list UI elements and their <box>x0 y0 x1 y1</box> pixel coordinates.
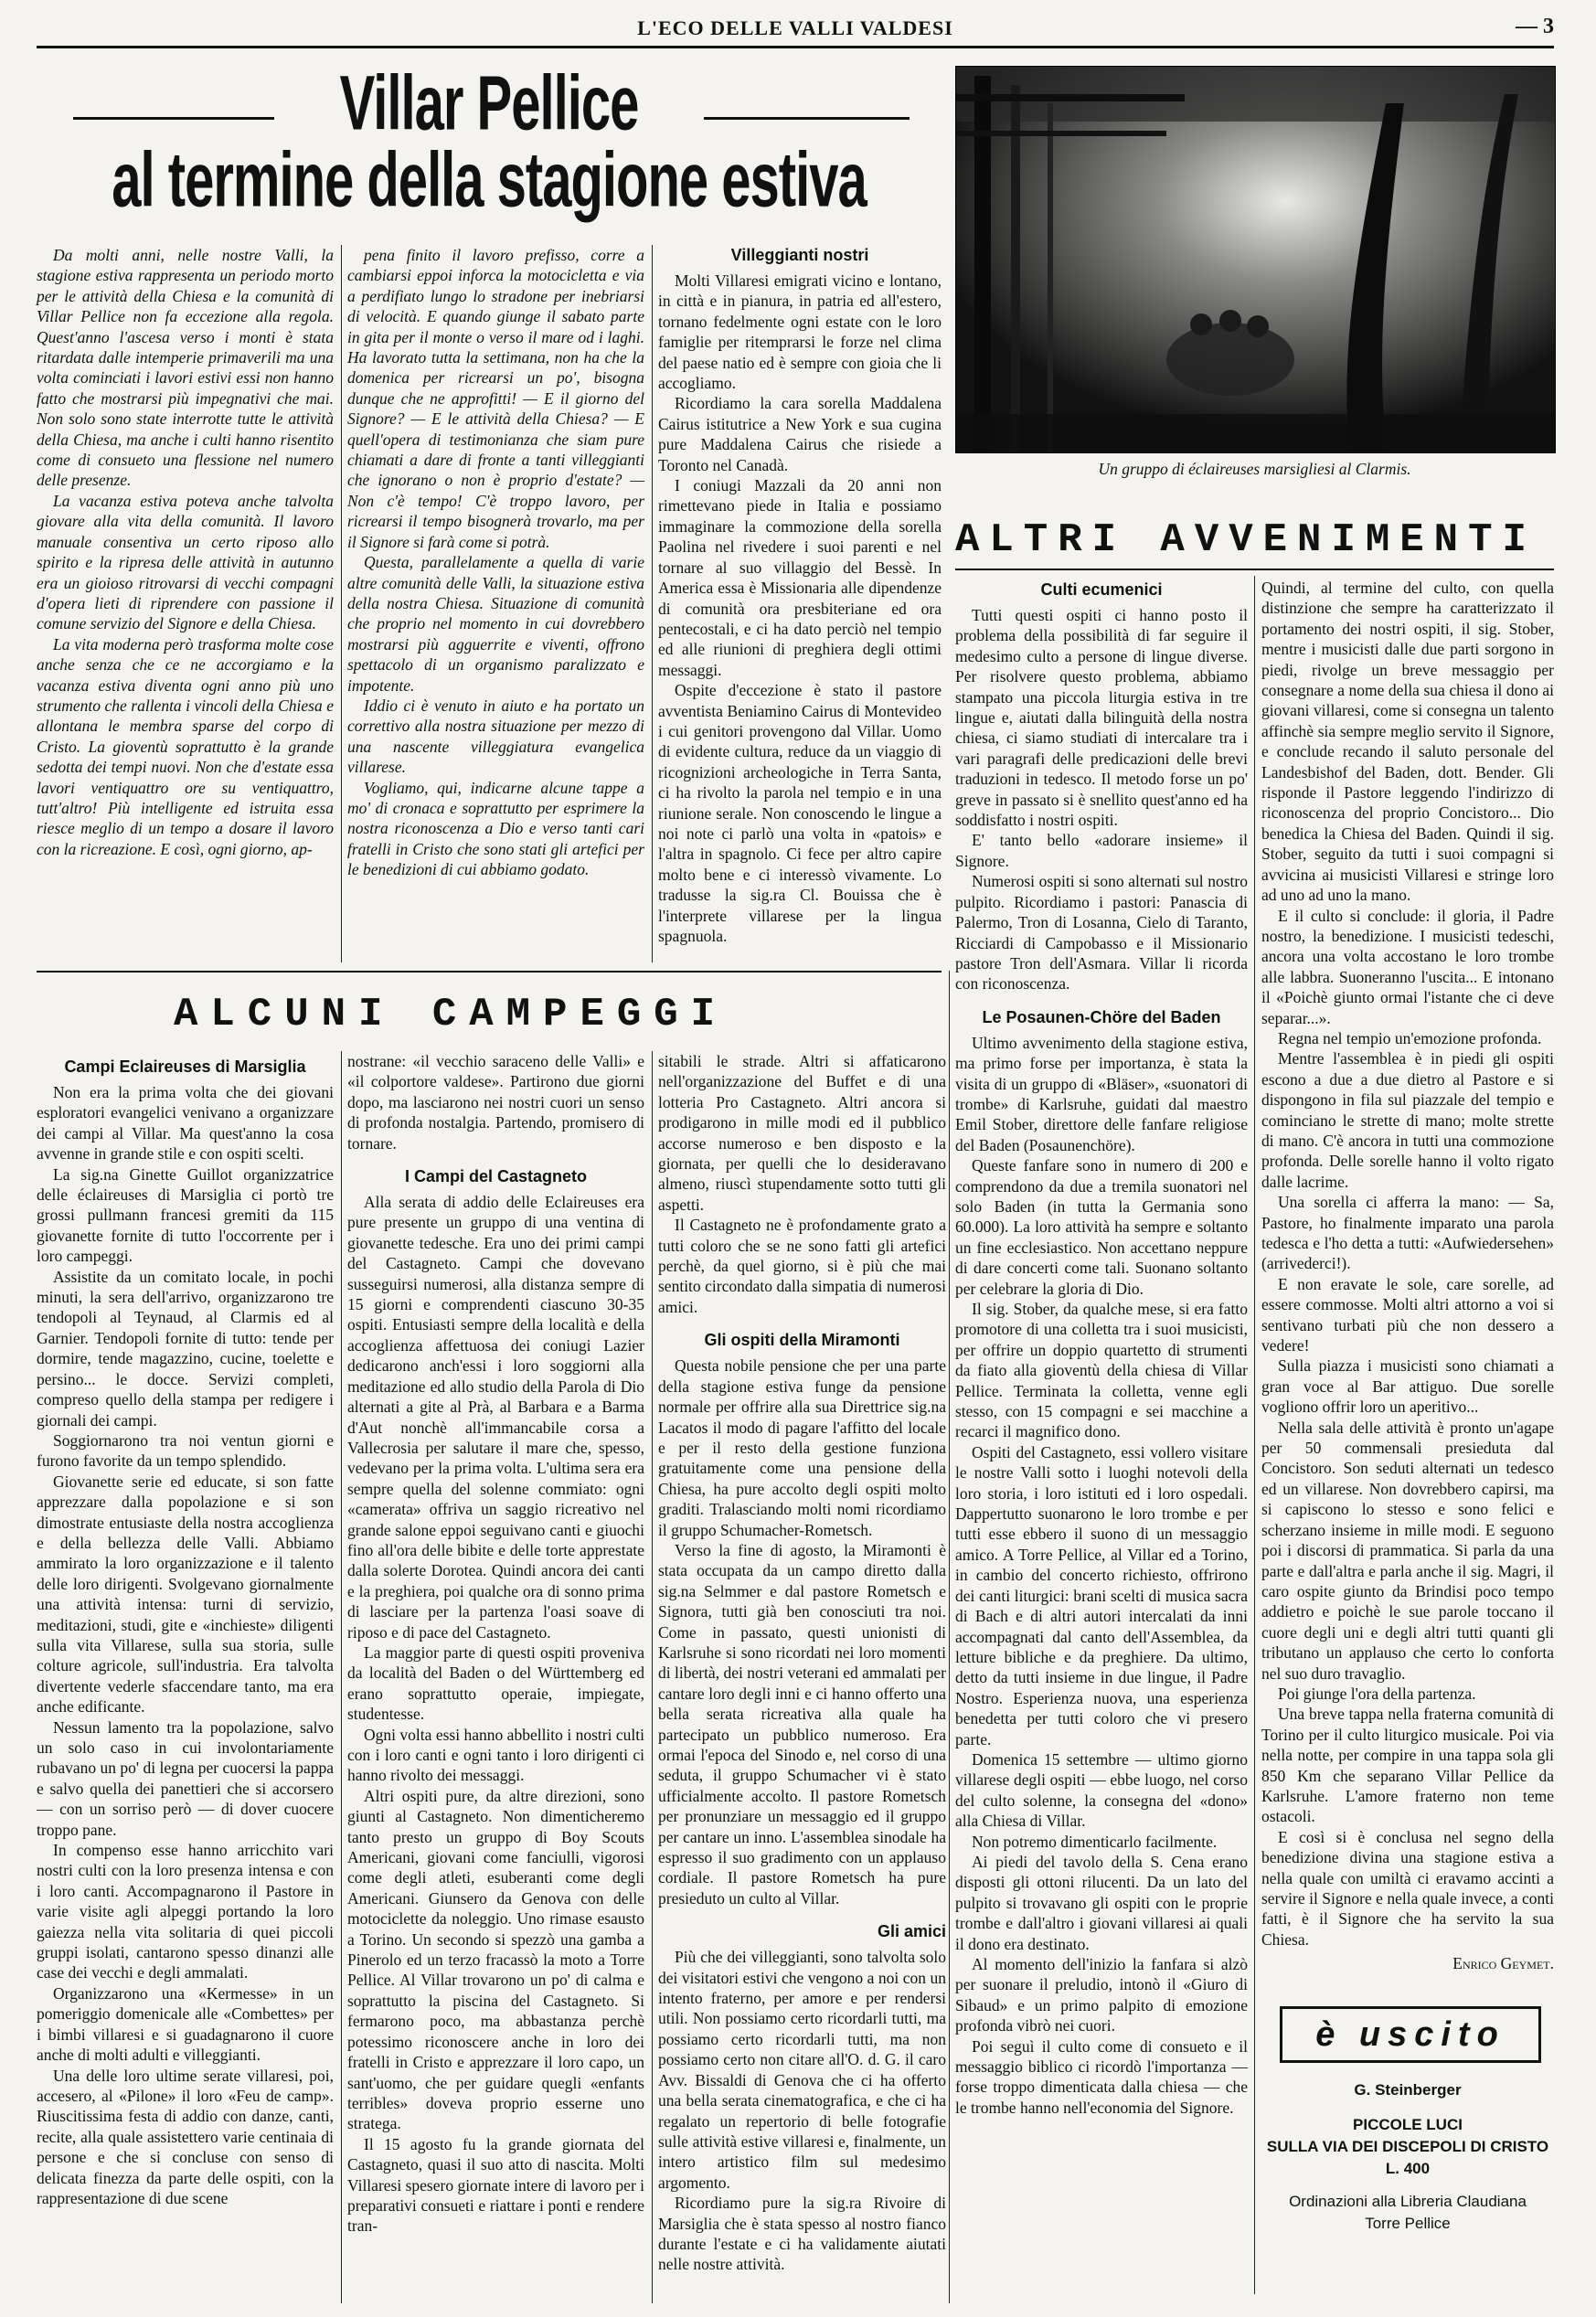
photo-eclaireuses <box>955 66 1556 453</box>
section-rule <box>955 569 1554 570</box>
paragraph: Una delle loro ultime serate villaresi, poi, accesero, al «Pilone» il loro «Feu de camp». Riuscitissima festa di addio con danze, canti, recite, alla quale assistettero varie centinaia di persone e che si concluse con senso di delicata finezza da parte delle ospiti, con la rappresentazione di due scene <box>37 2066 334 2207</box>
intro-paragraph: pena finito il lavoro prefisso, corre a cambiarsi eppoi inforca la motocicletta e via a perdifiato lungo lo stradone per inebriarsi di velocità. E quando giunge il sabato parte in gita per il monte o verso il mare od i laghi. Ha lavorato tutta la settimana, non ha che la domenica per ricrearsi un po', bisogna dunque che ne approfitti! — E il giorno del Signore? — E le attività della Chiesa? — E quell'opera di testimonianza che siam pure chiamati a dare di fronte a tanti villeggianti che ignorano o non è proprio d'estate? — Non c'è tempo! C'è troppo lavoro, per ricrearsi il tempo bisognerà trovarlo, ma per il Signore si farà come si potrà. <box>347 246 644 551</box>
paragraph: Molti Villaresi emigrati vicino e lontano, in città e in pianura, in patria ed all'estero, tornano fedelmente ogni estate con le loro famiglie per ritemprarsi le forze nel clima del paese natio ed è sempre con gioia che li accogliamo. <box>658 271 942 393</box>
section-title-alcuni-campeggi: ALCUNI CAMPEGGI <box>174 992 729 1037</box>
altri-column-b <box>1261 578 1554 1990</box>
subheading-gli-amici: Gli amici <box>877 1922 946 1941</box>
campeggi-column-1 <box>37 1051 334 2308</box>
paragraph: Non potremo dimenticarlo facilmente. <box>972 1832 1218 1851</box>
paragraph: Il 15 agosto fu la grande giornata del Castagneto, quasi il suo atto di nascita. Molti Villaresi spesero giornate intere di lavoro per i preparativi consueti e riattare i ponti e rendere tran- <box>347 2134 645 2236</box>
paragraph: sitabili le strade. Altri si affaticarono nell'organizzazione del Buffet e di una lotteria Pro Castagneto. Altri ancora si prodigarono in mille modi ed il pubblico accorse numeroso e ben disposto e la giornata, per quelli che lo desideravano almeno, riuscì stupendamente sotto tutti gli aspetti. <box>658 1052 946 1214</box>
paragraph: Più che dei villeggianti, sono talvolta solo dei visitatori estivi che vengono a noi con un intento fraterno, per amore e per rendersi utili. Non possiamo certo ricordarli tutti, ma possiamo certo ricordarli tutti, ma non possiamo certo non citare all'O. d. G. il caro Avv. Bissaldi di Genova che ci ha offerto una bella serata cinematografica, e che ci ha regalato un repertorio di belle fotografie sulle attività estive villaresi e, finalmente, un intero artistico film sul medesimo argomento. <box>658 1948 946 2192</box>
intro-column-3 <box>658 239 942 967</box>
paragraph: Poi seguì il culto come di consueto e il messaggio biblico ci ricordò l'importanza — forse troppo dimenticata dalla chiesa — che le trombe hanno nell'economia del Signore. <box>955 2036 1248 2117</box>
section-rule-top <box>37 971 942 973</box>
column-divider <box>652 1051 653 2303</box>
paragraph: Domenica 15 settembre — ultimo giorno villarese degli ospiti — ebbe luogo, nel corso del culto solenne, la consegna del «dono» alla Chiesa di Villar. <box>955 1749 1248 1831</box>
book-announcement <box>1280 2006 1541 2063</box>
intro-paragraph: Vogliamo, qui, indicarne alcune tappe a mo' di cronaca e soprattutto per esprimere la nostra riconoscenza a Dio e verso tanti cari fratelli in Cristo che sono stati gli artefici per le benedizioni di cui abbiamo godato. <box>347 778 644 879</box>
headline-line-1: Villar Pellice <box>339 60 639 147</box>
intro-column-1 <box>37 245 334 967</box>
intro-paragraph: La vita moderna però trasforma molte cose anche senza che ce ne accorgiamo e la vacanza estiva diventa ogni anno più uno strumento che rallenta i vincoli della Chiesa e allontana le membra sparse del corpo di Cristo. La gioventù soprattutto è la grande sedotta dei tempi nuovi. Non che d'estate essa lavori ventiquattro ore su ventiquattro, tutt'altro! Più intelligente ed istruita essa riesce meglio di un tempo a dosare il lavoro con la ricreazione. E così, ogni giorno, ap- <box>37 634 334 858</box>
book-title-1: PICCOLE LUCI <box>1353 2116 1463 2133</box>
paragraph: Ricordiamo la cara sorella Maddalena Cairus istitutrice a New York e sua cugina pure Maddalena Cairus che risiede a Toronto nel Canadà. <box>658 394 942 474</box>
author-signature: Enrico Geymet. <box>1452 1954 1554 1973</box>
order-line-2: Torre Pellice <box>1365 2215 1451 2232</box>
book-author: G. Steinberger <box>1354 2081 1462 2099</box>
paragraph: nostrane: «il vecchio saraceno delle Valli» e «il colportore valdese». Partirono due giorni dopo, ma lasciarono nei nostri cuori un senso di profonda nostalgia. Partendo, promisero di tornare. <box>347 1052 644 1153</box>
paragraph: Una sorella ci afferra la mano: — Sa, Pastore, ho finalmente imparato una parola tedesca e l'ho detta a tutti: «Aufwiedersehen» (arrivederci!). <box>1261 1193 1554 1273</box>
paragraph: Al momento dell'inizio la fanfara si alzò per suonare il preludio, intonò il «Giuro di Sibaud» e un primo palpito di emozione profonda vibrò nei cuori. <box>955 1955 1248 2035</box>
subheading-culti-ecumenici: Culti ecumenici <box>1040 580 1163 599</box>
subheading-posaunen-chore: Le Posaunen-Chöre del Baden <box>982 1007 1221 1026</box>
paragraph: Alla serata di addio delle Eclaireuses era pure presente un gruppo di una ventina di giovanette tedesche. Era uno dei primi campi del Castagneto. Campi che dovevano susseguirsi numerosi, alla distanza sempre di 15 giorni e comprendenti ciascuno 30-35 ospiti. Entusiasti sempre della località e della accoglienza affettuosa dei coniugi Lazier dedicarono anch'essi i loro soggiorni alla meditazione ed allo studio della Parola di Dio alternati a gite al Prà, al Barbara e a Barma d'Aut nonchè all'immancabile corsa a Vallecrosia per salutare il mare che, spesso, vedevano per la prima volta. L'ultima sera era sempre quella del solenne commiato: ogni «camerata» offriva un saggio ricreativo nel grande salone eppoi seguivano canti e giuochi fino all'ora delle bibite e delle torte apprestate dalla solerte Dorotea. Quindi ancora dei canti e la preghiera, poi qualche ora di sonno prima di lasciare per la partenza l'oasi soave di riposo e di pace del Castagneto. <box>347 1193 644 1642</box>
paragraph: Questa nobile pensione che per una parte della stagione estiva funge da pensione normale per offrire alla sua Direttrice sig.na Lacatos il modo di pagare l'affitto del locale e per il resto della gestione funziona gratuitamente come una pensione della Chiesa, ha pure accolto degli ospiti molto graditi. Tralasciando molti nomi ricordiamo il gruppo Schumacher-Rometsch. <box>658 1356 946 1539</box>
altri-column-a <box>955 574 1248 2117</box>
paragraph: Ricordiamo pure la sig.ra Rivoire di Marsiglia che è stata spesso al nostro fianco durante l'estate e ci ha validamente aiutati nelle nostre attività. <box>658 2194 946 2274</box>
intro-paragraph: Da molti anni, nelle nostre Valli, la stagione estiva rappresenta un periodo morto per le attività della Chiesa e la comunità di Villar Pellice non fa eccezione alla regola. Quest'anno l'ascesa verso i monti è stata ritardata dalle intemperie primaverili ma una volta cominciati i lavori estivi essi non hanno fatto che mostrarsi più impegnativi che mai. Non solo sono state interrotte tutte le attività della Chiesa, ma anche i culti hanno risentito come di consueto una flessione nel numero delle presenze. <box>37 246 334 490</box>
column-divider <box>1254 576 1255 2294</box>
column-divider <box>341 245 342 962</box>
masthead <box>37 11 1554 48</box>
paragraph: Non era la prima volta che dei giovani esploratori evangelici venivano a organizzare dei campi al Villar. Ma quest'anno la cosa avvenne in grande stile e con ospiti scelti. <box>37 1083 334 1164</box>
paragraph: Assistite da un comitato locale, in pochi minuti, la sera dell'arrivo, organizzarono tre tendopoli al Teynaud, al Clarmis ed al Garnier. Tendopoli fornite di tutto: tende per dormire, tende magazzino, cucine, toelette e persino... le docce. Servizi completi, compreso quello della stampa per redigere i giornali dei campi. <box>37 1267 334 1430</box>
paragraph: Regna nel tempio un'emozione profonda. <box>1278 1028 1542 1047</box>
intro-paragraph: Questa, parallelamente a quella di varie altre comunità delle Valli, la situazione estiva della nostra Chiesa. Situazione di comunità che proprio nel momento in cui dovrebbero mostrarsi più agguerrite e viventi, offrono spettacolo di un organismo paralizzato e impotente. <box>347 553 644 695</box>
paragraph: I coniugi Mazzali da 20 anni non rimettevano piede in Italia e possiamo immaginare la commozione della sorella Paolina nel rivedere i suoi parenti e nel tornare al suo villaggio del Bessè. In America essa è Missionaria alle dipendenze di comunità ora presbiteriane ed ora pentecostali, e ci ha dato perciò nel tempio ed alle riunioni di preghiera degli ottimi messaggi. <box>658 476 942 679</box>
campeggi-column-3 <box>658 1051 946 2308</box>
column-divider <box>341 1051 342 2303</box>
column-divider <box>652 245 653 962</box>
headline-line-2: al termine della stagione estiva <box>112 137 867 224</box>
column-divider <box>949 971 950 2303</box>
paragraph: Poi giunge l'ora della partenza. <box>1278 1684 1476 1703</box>
paragraph: Ultimo avvenimento della stagione estiva, ma primo forse per importanza, è stata la visita di un gruppo di «Bläser», «suonatori di trombe» di Karlsruhe, guidati dal maestro Emil Stober, direttore delle fanfare religiose del Baden (Posaunenchöre). <box>955 1033 1248 1154</box>
paragraph: Il Castagneto ne è profondamente grato a tutti coloro che se ne sono fatti gli artefici perchè, da quel giorno, si è più che mai sentito circondato dalla simpatia di numerosi amici. <box>658 1216 946 1316</box>
headline-rule-right <box>704 117 910 120</box>
paragraph: Giovanette serie ed educate, si son fatte apprezzare dalla popolazione e si son dimostrate entusiaste della nostra accoglienza e della bellezza delle Valli. Abbiamo ammirato la loro organizzazione e il talento delle loro dirigenti. Svolgevano giornalmente una attività intensa: turni di servizio, meditazioni, studi, gite e «inchieste» diligenti sulla vita Villarese, sulla sua storia, sulle colture agricole, sull'industria. Era talvolta divertente vederle sfaccendare tanto, ma era anche edificante. <box>37 1472 334 1716</box>
subheading-campi-castagneto: I Campi del Castagneto <box>404 1167 588 1186</box>
paragraph: Tutti questi ospiti ci hanno posto il problema della possibilità di far seguire il medesimo culto a persone di lingue diverse. Per risolvere questo problema, abbiamo stampato una piccola liturgia estiva in tre lingue e, aiutati dalla bilinguità della nostra chiesa, ci siamo studiati di intercalare tra i vari paragrafi delle predicazioni delle brevi traduzioni in tedesco. Il metodo forse un po' greve in passato si è snellito quest'anno ed ha soddisfatto i nostri ospiti. <box>955 606 1248 830</box>
paragraph: Il sig. Stober, da qualche mese, si era fatto promotore di una colletta tra i suoi musicisti, per offrire un doppio quartetto di strumenti da fiato alla gioventù della chiesa di Villar Pellice. Terminata la colletta, venne egli stesso, con 15 compagni e sei macchine a recarci il magnifico dono. <box>955 1300 1248 1441</box>
subheading-ospiti-miramonti: Gli ospiti della Miramonti <box>704 1331 900 1350</box>
paragraph: Quindi, al termine del culto, con quella distinzione che sempre ha caratterizzato il portamento dei nostri ospiti, il sig. Stober, mentre i musicisti dalle due parti sorgono in piedi, rivolge un breve messaggio per consegnare a nome della sua chiesa il dono ai giovani villaresi, come si consegna un talento affinchè sia sempre meglio servito il Signore, e conclude recando il saluto personale del Landesbishof del Baden, dott. Bender. Gli risponde il Pastore leggendo l'indirizzo di riconoscenza del proprio Concistoro... Dio benedica la Chiesa del Baden. Quindi il sig. Stober, seguito da tutti i suoi compagni si avvicina ai musicisti Villaresi e stringe loro ad uno ad uno la mano. <box>1261 579 1554 905</box>
paragraph: Ospiti del Castagneto, essi vollero visitare le nostre Valli sotto i luoghi notevoli della loro storia, i loro istituti ed i loro ospedali. Dappertutto suonarono le loro trombe e per tutti esse ebbero il suono di un messaggio amico. A Torre Pellice, al Villar ed a Torino, in cambio del concerto richiesto, offrirono dei canti liturgici: brani scelti di musica sacra di Bach e di altri autori intercalati da inni accompagnati dal canto dell'Assemblea, da letture bibliche e da preghiere. Da ultimo, detto da tutti insieme in due lingue, il Padre Nostro. Esperienza nuova, una esperienza benedetta per tutti coloro che vi presero parte. <box>955 1442 1248 1748</box>
announcement-title: è uscito <box>1315 2015 1506 2054</box>
intro-column-2 <box>347 245 644 967</box>
paragraph: Sulla piazza i musicisti sono chiamati a gran voce al Bar attiguo. Due sorelle vogliono offrir loro un aperitivo... <box>1261 1356 1554 1417</box>
paragraph: Numerosi ospiti si sono alternati sul nostro pulpito. Ricordiamo i pastori: Panascia di Palermo, Tron di Losanna, Cielo di Taranto, Ricciardi di Campobasso e il Missionario pastore Tron dell'Asmara. Villar li ricorda con riconoscenza. <box>955 872 1248 994</box>
paragraph: Nessun lamento tra la popolazione, salvo un solo caso in cui involontariamente rubavano un po' di legna per cuocersi la pappa e salvo quella dei panettieri che si accorsero — con un sorriso però — di dover cuocere troppo pane. <box>37 1717 334 1839</box>
newspaper-title: L'ECO DELLE VALLI VALDESI <box>637 16 953 39</box>
paragraph: Organizzarono una «Kermesse» in un pomeriggio domenicale alle «Combettes» per i bimbi villaresi e si guadagnarono il cuore anche di molti adulti e villeggianti. <box>37 1983 334 2065</box>
page-number: — 3 <box>1516 15 1554 38</box>
paragraph: Una breve tappa nella fraterna comunità di Torino per il culto liturgico musicale. Poi via nella notte, per compire in una tappa sola gli 850 Km che separano Villar Pellice da Karlsruhe. L'amore fraterno non teme ostacoli. <box>1261 1705 1554 1826</box>
intro-paragraph: Iddio ci è venuto in aiuto e ha portato un correttivo alla nostra situazione per mezzo di una nascente villeggiatura evangelica villarese. <box>347 696 644 777</box>
paragraph: E' tanto bello «adorare insieme» il Signore. <box>955 831 1248 870</box>
campeggi-column-2 <box>347 1051 644 2308</box>
subheading-campi-eclaireuses: Campi Eclaireuses di Marsiglia <box>64 1058 306 1076</box>
paragraph: La maggior parte di questi ospiti proveniva da località del Baden o del Württemberg ed erano soprattutto operaie, impiegate, studentesse. <box>347 1642 644 1724</box>
paragraph: Verso la fine di agosto, la Miramonti è stata occupata da un campo diretto dalla sig.na Selmmer e dal pastore Rometsch e Signora, tutti già ben conosciuti tra noi. Come in passato, questi unionisti di Karlsruhe si sono ricordati nei loro momenti di libertà, dei nostri veterani ed ammalati per cantare loro degli inni e ci hanno offerto una bella serata ricreativa alla quale ha partecipato un pubblico numeroso. Era ormai l'epoca del Sinodo e, nel corso di una seduta, il gruppo Schumacher vi è stato ufficialmente accolto. Il pastore Rometsch per pronunziare un messaggio ed il gruppo per cantare un inno. L'assemblea sinodale ha espresso il suo gradimento con un applauso cordiale. Il pastore Rometsch ha pure presieduto un culto al Villar. <box>658 1540 946 1908</box>
paragraph: Nella sala delle attività è pronto un'agape per 50 commensali presieduta dal Concistoro. Son seduti alternati un tedesco ed un villarese. Non dovrebbero capirsi, ma si capiscono lo stesso e sono felici e scherzano insieme in mille modi. E seguono poi i discorsi di prammatica. Si parla da una parte e dall'altra e parla anche il sig. Magri, il caro ospite giunto da Brindisi poco tempo addietro e poichè le sue parole toccano il cuore degli uni e degli altri tutti quanti gli tributano un applauso che certo lo conforta nel suo duro travaglio. <box>1261 1418 1554 1683</box>
paragraph: Ogni volta essi hanno abbellito i nostri culti con i loro canti e ogni tanto i loro dirigenti ci hanno rivolto dei messaggi. <box>347 1725 644 1785</box>
paragraph: Mentre l'assemblea è in piedi gli ospiti escono a due a due dietro al Pastore e si dispongono in fila sul piazzale del tempio e cominciano le strette di mano; molte strette di mano. C'è ancora in tutti una commozione profonda. Delle sorelle hanno il volto rigato dalle lacrime. <box>1261 1049 1554 1191</box>
headline <box>37 60 942 224</box>
photo-image <box>956 67 1555 452</box>
book-details <box>1266 2079 1549 2235</box>
headline-rule-left <box>73 117 274 120</box>
paragraph: Ai piedi del tavolo della S. Cena erano disposti gli ottoni rilucenti. Da un lato del pulpito si trovavano gli ospiti con le proprie trombe e dall'altro i giovani villaresi ai quali il dono era destinato. <box>955 1852 1248 1953</box>
section-title-altri-avvenimenti: ALTRI AVVENIMENTI <box>955 517 1537 563</box>
paragraph: E non eravate le sole, care sorelle, ad essere commosse. Molti altri attorno a voi si sentivano turbati più che non dessero a vedere! <box>1261 1274 1554 1355</box>
paragraph: In compenso esse hanno arricchito vari nostri culti con la loro presenza intensa e con i loro canti. Accompagnarono il Pastore in varie visite agli alpeggi portando la loro gaiezza nella vita solitaria di quei piccoli gruppi isolati, cantarono spesso dinanzi alle case dei vecchi e degli ammalati. <box>37 1841 334 1982</box>
intro-paragraph: La vacanza estiva poteva anche talvolta giovare alla vita della comunità. Il lavoro manuale consentiva un certo riposo allo spirito e la ripresa delle attività in autunno era un gioioso ritrovarsi di vecchi compagni d'opera lieti di riprendere con passione il comune servizio del Signore e della Chiesa. <box>37 491 334 633</box>
order-line-1: Ordinazioni alla Libreria Claudiana <box>1289 2193 1527 2210</box>
paragraph: Queste fanfare sono in numero di 200 e comprendono da due a tremila suonatori nel solo Baden (in tutta la Germania sono 60.000). La loro attività ha sempre e soltanto un fine ecclesiastico. Non accettano neppure di dare concerti come tali. Suonano soltanto per celebrare la gloria di Dio. <box>955 1156 1248 1298</box>
photo-caption: Un gruppo di éclaireuses marsigliesi al Clarmis. <box>1098 460 1411 478</box>
paragraph: Altri ospiti pure, da altre direzioni, sono giunti al Castagneto. Non dimenticheremo tanto presto un gruppo di Boy Scouts Americani, giovani come fanciulli, vigorosi come degli atleti, esuberanti come degli Americani. Giunsero da Genova con delle motociclette da noleggio. Uno rimase esausto a Torino. Un secondo si spezzò una gamba a Pinerolo ed un terzo fracassò la moto a Torre Pellice. Al Villar trovarono un po' di calma e soprattutto la piscina del Castagneto. Si fermarono poco, ma abbastanza perchè potessimo riconoscere anche in loro dei fratelli in Cristo e apprezzare il loro capo, un sant'uomo, che per guidare quegli «enfants terribles» doveva proprio esserne uno stratega. <box>347 1786 644 2133</box>
paragraph: La sig.na Ginette Guillot organizzatrice delle éclaireuses di Marsiglia ci portò tre grossi pullmann francesi gremiti da 115 giovanette fornite di tutto l'occorrente per i loro campeggi. <box>37 1164 334 1266</box>
book-title-2: SULLA VIA DEI DISCEPOLI DI CRISTO <box>1266 2138 1549 2155</box>
subheading-villeggianti: Villeggianti nostri <box>730 246 869 264</box>
paragraph: Ospite d'eccezione è stato il pastore avventista Beniamino Cairus di Montevideo i cui genitori provengono dal Villar. Uomo di evidente cultura, reduce da un viaggio di ricognizioni archeologiche in Terra Santa, ci ha rivolto la parola nel tempio e in una riunione serale. Non conoscendo le lingue a noi note ci parlò una volta in «patois» e l'altra in spagnolo. Ci fece per altro capire molto bene e ci interessò vivamente. Lo tradusse la sig.ra Cl. Bouissa che è l'interprete villarese per la lingua spagnuola. <box>658 681 942 945</box>
paragraph: Soggiornarono tra noi ventun giorni e furono favorite da un tempo splendido. <box>37 1430 334 1471</box>
paragraph: E così si è conclusa nel segno della benedizione divina una stagione estiva a nella quale con umiltà ci eravamo accinti a servire il Signore e nella quale invece, a conti fatti, è il Signore che ha servito la sua Chiesa. <box>1261 1827 1554 1949</box>
book-price: L. 400 <box>1385 2160 1431 2177</box>
paragraph: E il culto si conclude: il gloria, il Padre nostro, la benedizione. I musicisti tedeschi, ancora una volta accostano le loro trombe alle labbra. Suoneranno l'uscita... E intonano il «Poichè giunto ormai l'istante che ci deve separar...». <box>1261 906 1554 1027</box>
